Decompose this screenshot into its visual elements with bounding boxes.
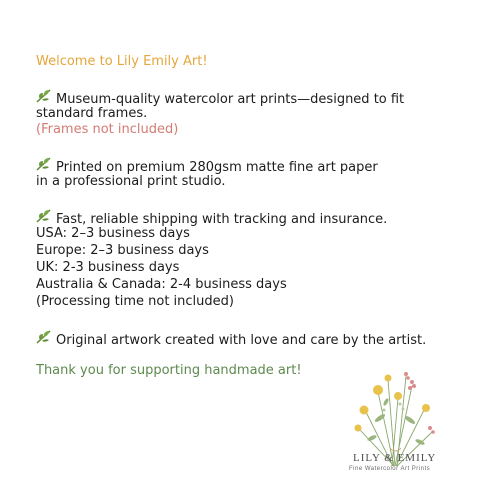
closing-message: Thank you for supporting handmade art! bbox=[36, 363, 302, 378]
shipping-usa: USA: 2–3 business days bbox=[36, 226, 190, 241]
logo-subtitle: Fine Watercolor Art Prints bbox=[349, 466, 431, 472]
section-2-line-2: in a professional print studio. bbox=[36, 174, 226, 189]
shipping-uk: UK: 2-3 business days bbox=[36, 260, 180, 275]
leaf-icon bbox=[36, 209, 52, 226]
leaf-icon-svg bbox=[36, 330, 52, 344]
frames-note: (Frames not included) bbox=[36, 122, 179, 137]
logo-title: LILY & EMILY bbox=[353, 452, 437, 464]
leaf-icon-svg bbox=[36, 89, 52, 103]
section-1-line-2: standard frames. bbox=[36, 106, 148, 121]
processing-note: (Processing time not included) bbox=[36, 294, 234, 309]
section-4-line-1 bbox=[36, 330, 426, 347]
section-1-text-1: Museum-quality watercolor art prints—designed to fit bbox=[56, 92, 405, 107]
section-4-text-1: Original artwork created with love and care by the artist. bbox=[56, 333, 427, 348]
section-3-line-1 bbox=[36, 209, 387, 226]
leaf-icon-svg bbox=[36, 209, 52, 223]
shipping-europe: Europe: 2–3 business days bbox=[36, 243, 209, 258]
leaf-icon bbox=[36, 330, 52, 347]
section-1-line-1 bbox=[36, 89, 404, 106]
section-2-line-1 bbox=[36, 157, 378, 174]
leaf-icon bbox=[36, 157, 52, 174]
section-3-text-1: Fast, reliable shipping with tracking and insurance. bbox=[56, 212, 388, 227]
shipping-australia-canada: Australia & Canada: 2-4 business days bbox=[36, 277, 287, 292]
section-2-text-1: Printed on premium 280gsm matte fine art paper bbox=[56, 160, 378, 175]
welcome-heading: Welcome to Lily Emily Art! bbox=[36, 54, 208, 69]
leaf-icon-svg bbox=[36, 157, 52, 171]
leaf-icon bbox=[36, 89, 52, 106]
